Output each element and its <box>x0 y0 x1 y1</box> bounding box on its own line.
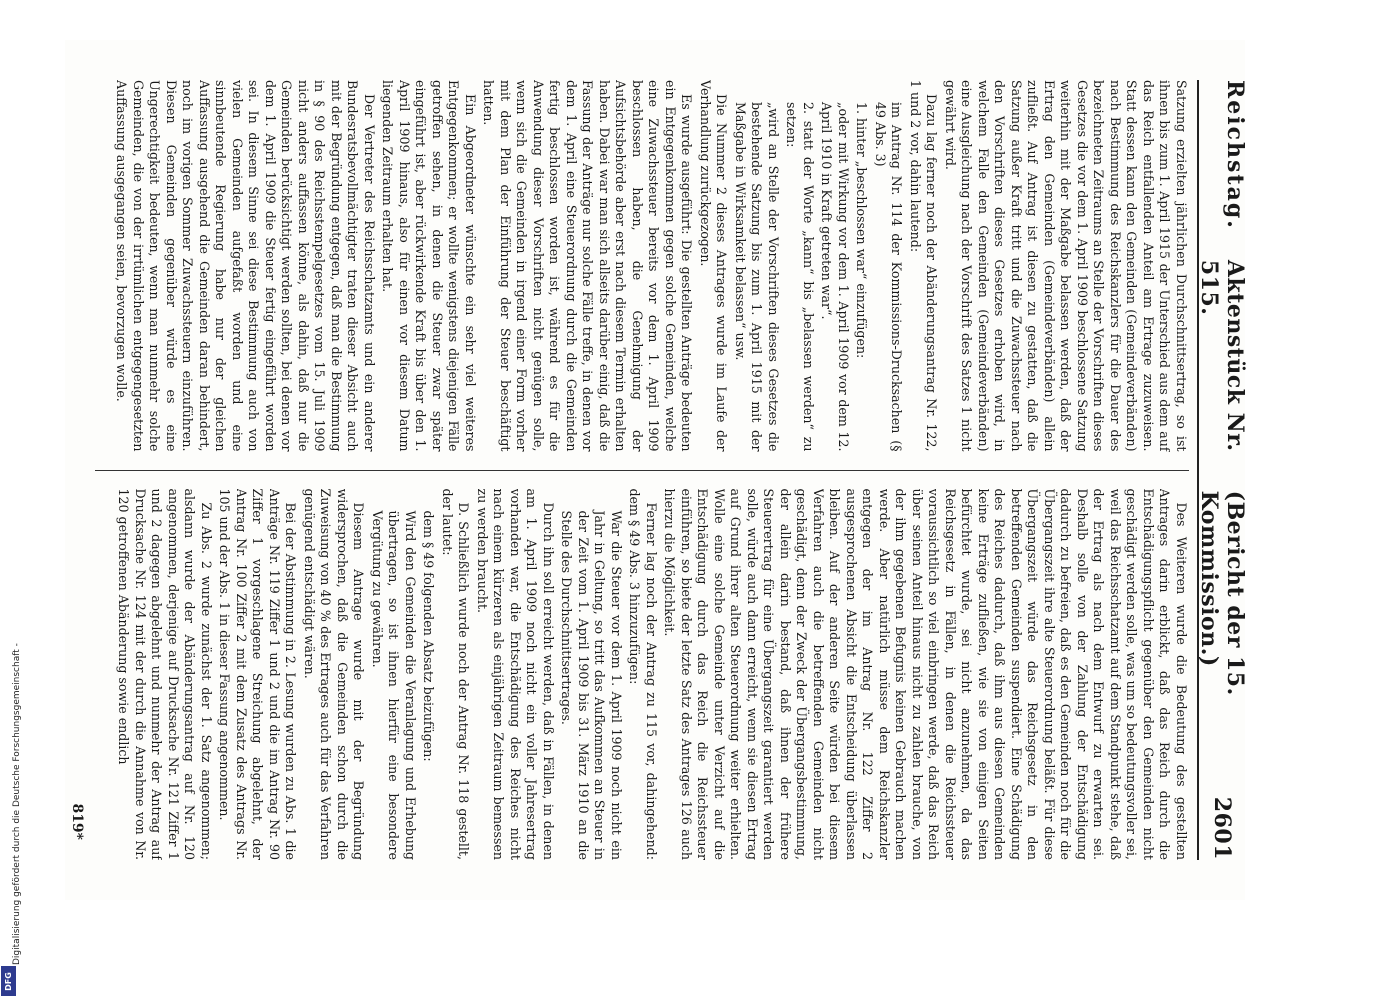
paragraph: Ein Abgeordneter wünschte ein sehr viel weiteres Entgegenkommen; er wollte wenigstens diejenigen Fälle getroffen sehen, in denen die Steuer zwar später eingeführt ist, aber rückwirkende Kraft bis über den 1. April 1909 hinaus, also für einen vor diesem Datum liegenden Zeitraum erhalten hat. <box>380 80 478 452</box>
paragraph: „oder mit Wirkung vor dem 1. April 1909 vor dem 12. April 1910 in Kraft getreten war“. <box>819 102 851 452</box>
paragraph: D. Schließlich wurde noch der Antrag Nr. 118 gestellt, der lautet: <box>440 488 472 860</box>
paragraph: im Antrag Nr. 114 der Kommissions-Drucksachen (§ 49 Abs. 3) <box>873 102 905 452</box>
paragraph: dem § 49 folgenden Absatz beizufügen: <box>421 510 437 762</box>
header-title: Reichstag. <box>1222 80 1248 230</box>
paragraph: Satzung erzielten jährlichen Durchschnittsertrag, so ist ihnen bis zum 1. April 1915 der Unterschied aus dem auf das Reich entfallenden Anteil am Ertrage zuzuweisen. Statt dessen kann den Gemeinden (Gemeindeverbänden) nach Bestimmung des Reichskanzlers für die Dauer des bezeichneten Zeitraums an Stelle der Vorschriften dieses Gesetzes die vor dem 1. April 1909 beschlossene Satzung weiterhin mit der Maßgabe belassen werden, daß der Ertrag den Gemeinden (Gemeindeverbänden) allein zufließt. Auf Antrag ist diesen zu gestatten, daß die Satzung außer Kraft tritt und die Zuwachssteuer nach den Vorschriften dieses Gesetzes erhoben wird, in welchem Falle den Gemeinden (Gemeindeverbänden) eine Ausgleichung nach der Vorschrift des Satzes 1 nicht gewährt wird. <box>943 80 1189 452</box>
dfg-logo-text: DFG <box>4 971 14 991</box>
dfg-logo <box>1 966 16 996</box>
paragraph: Es wurde ausgeführt: Die gestellten Anträge bedeuten ein Entgegenkommen gegen solche Gemeinden, welche eine Zuwachssteuer bereits vor dem 1. April 1909 beschlossen haben, die Genehmigung der Aufsichtsbehörde aber erst nach diesem Termin erhalten haben. Dabei war man sich allseits darüber einig, daß die Fassung der Anträge nur solche Fälle treffe, in denen vor dem 1. April eine Steuerordnung durch die Gemeinden fertig beschlossen worden ist, während es für die Anwendung dieser Vorschriften nicht genügen solle, wenn sich die Gemeinden in irgend einer Form vorher mit dem Plan der Einführung der Steuer beschäftigt hatten. <box>481 80 695 452</box>
paragraph: Die Nummer 2 dieses Antrages wurde im Laufe der Verhandlung zurückgezogen. <box>698 80 730 452</box>
paragraph: Ferner lag noch der Antrag zu 115 vor, dahingehend: dem § 49 Abs. 3 hinzuzufügen: <box>627 488 659 860</box>
paragraph: Wird den Gemeinden die Veranlagung und Erhebung übertragen, so ist ihnen hierfür eine besondere Vergütung zu gewähren. <box>370 510 418 860</box>
header-document-number: Aktenstück Nr. 515. <box>1196 259 1248 452</box>
paragraph: Diesem Antrage wurde mit der Begründung widersprochen, daß die Gemeinden schon durch die Zuweisung von 40 % des Ertrages auch für das Verfahren genügend entschädigt wären. <box>302 488 367 860</box>
column-divider <box>95 470 1189 471</box>
paragraph: „wird an Stelle der Vorschriften dieses Gesetzes die bestehende Satzung bis zum 1. April 1915 mit der Maßgabe in Wirksamkeit belassen“ usw. <box>733 102 781 452</box>
right-column <box>95 489 1189 861</box>
document-page <box>65 40 1248 900</box>
paragraph: Zu Abs. 2 wurde zunächst der 1. Satz angenommen; alsdann wurde der Abänderungsantrag auf Nr. 120 angenommen, derjenige auf Drucksache Nr. 121 Ziffer 1 und 2 dagegen abgelehnt und nunmehr der Antrag auf Drucksache Nr. 124 mit der durch die Annahme von Nr. 120 getroffenen Abänderung sowie endlich <box>116 488 214 860</box>
page-header <box>1196 80 1248 860</box>
attribution-text: Digitalisierung gefördert durch die Deutsche Forschungsgemeinschaft - <box>12 643 22 965</box>
page-number: 2601 <box>1209 796 1235 860</box>
left-column <box>95 80 1189 452</box>
paragraph: Dazu lag ferner noch der Abänderungsantrag Nr. 122, 1 und 2 vor, dahin lautend: <box>908 80 940 452</box>
paragraph: Durch ihn soll erreicht werden, daß in Fällen, in denen am 1. April 1909 noch nicht ein voller Jahresertrag vorhanden war, die Entschädigung des Reiches nicht nach einem kürzeren als einjährigen Zeitraum bemessen zu werden braucht. <box>475 488 556 860</box>
paragraph: Bei der Abstimmung in 2. Lesung wurden zu Abs. 1 die Anträge Nr. 119 Ziffer 1 und 2 und die im Antrag Nr. 90 Ziffer 1 vorgeschlagene Streichung abgelehnt, der Antrag Nr. 100 Ziffer 2 mit dem Zusatz des Antrags Nr. 105 und der Abs. 1 in dieser Fassung angenommen. <box>217 488 299 860</box>
paragraph: 2. statt der Worte „kann“ bis „belassen werden“ zu setzen: <box>784 102 816 452</box>
paragraph: War die Steuer vor dem 1. April 1909 noch nicht ein Jahr in Geltung, so tritt das Aufkommen an Steuer in der Zeit vom 1. April 1909 bis 31. März 1910 an die Stelle des Durchschnittsertrages. <box>559 510 624 860</box>
signature-mark: 819* <box>69 803 85 840</box>
paragraph: Des Weiteren wurde die Bedeutung des gestellten Antrages darin erblickt, daß das Reich durch die Entschädigungspflicht gegenüber den Gemeinden nicht geschädigt werden solle, was um so bedeutungsvoller sei, weil das Reichsschatzamt auf dem Standpunkt stehe, daß der Ertrag als nach dem Entwurf zu erwarten sei. Deshalb solle von der Zahlung der Entschädigung dadurch zu befreien, daß es den Gemeinden noch für die Übergangszeit ihre alte Steuerordnung beläßt. Für diese Übergangszeit würde das Reichsgesetz in den betreffenden Gemeinden suspendiert. Eine Schädigung des Reiches dadurch, daß ihm aus diesen Gemeinden keine Erträge zufließen, wie sie von einigen Seiten befürchtet wurde, sei nicht anzunehmen, da das Reichsgesetz in Fällen, in denen die Reichssteuer voraussichtlich so viel einbringen werde, daß das Reich über seinen Anteil hinaus nicht zu zahlen brauche, von der ihm gegebenen Befugnis keinen Gebrauch machen werde. Aber natürlich müsse dem Reichskanzler entgegen der im Antrag Nr. 122 Ziffer 2 ausgesprochenen Absicht die Entscheidung überlassen bleiben. Auf der anderen Seite würden bei diesem Verfahren auch die betreffenden Gemeinden nicht geschädigt, denn der Zweck der Übergangsbestimmung, der allein darin bestand, daß ihnen der frühere Steuerertrag für eine Übergangszeit garantiert werden solle, würde auch dann erreicht, wenn sie diesen Ertrag auf Grund ihrer alten Steuerordnung weiter erhielten. Wolle eine solche Gemeinde unter Verzicht auf die Entschädigung durch das Reich die Reichssteuer einführen, so biete der letzte Satz des Antrages 126 auch hierzu die Möglichkeit. <box>662 488 1189 860</box>
attribution-strip <box>0 0 22 1000</box>
text-columns <box>95 80 1189 860</box>
paragraph: Der Vertreter des Reichsschatzamts und ein anderer Bundesratsbevollmächtigter traten dieser Absicht auch mit der Begründung entgegen, daß man die Bestimmung in § 90 des Reichsstempelgesetzes vom 15. Juli 1909 nicht anders auffassen könne, als dahin, daß nur die Gemeinden berücksichtigt werden sollten, bei denen vor dem 1. April 1909 die Steuer fertig eingeführt worden sei. In diesem Sinne sei diese Bestimmung auch von vielen Gemeinden aufgefaßt worden und eine sinnbeutende Regierung habe nur der gleichen Auffassung ausgehend die Gemeinden daran behindert, noch im vorigen Sommer Zuwachssteuern einzuführen. Diesen Gemeinden gegenüber würde es eine Ungerechtigkeit bedeuten, wenn man nunmehr solche Gemeinden, die von der irrtümlichen entgegengesetzten Auffassung ausgegangen seien, bevorzugen wolle. <box>114 80 377 452</box>
header-subtitle: (Bericht der 15. Kommission.) <box>1196 490 1248 696</box>
paragraph: 1. hinter „beschlossen war“ einzufügen: <box>854 102 870 359</box>
